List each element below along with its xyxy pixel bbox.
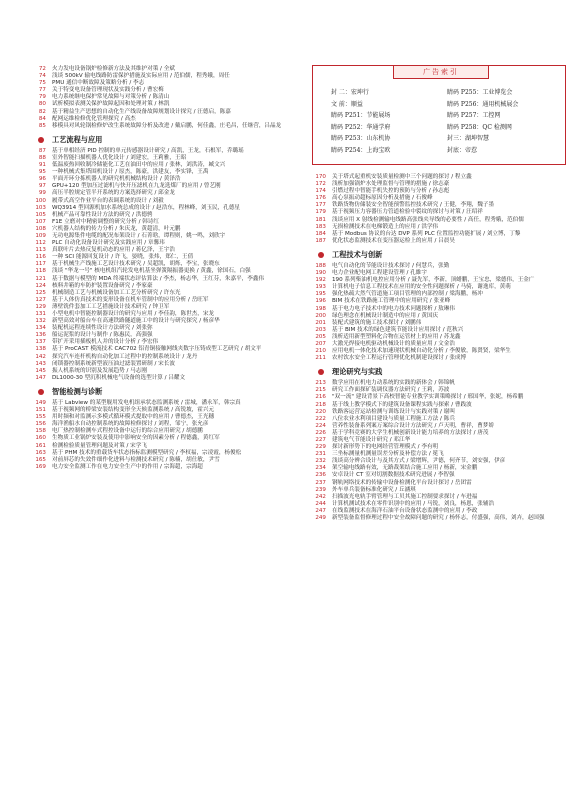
page-number: 163 <box>35 449 46 456</box>
article-title: 基于精益生产思想的自动化生产线设备故障规划设计探究 / 汪德启，陈嘉 <box>52 108 231 115</box>
page-number: 109 <box>35 232 46 239</box>
page-number: 195 <box>315 291 326 298</box>
page-number: 100 <box>35 197 46 204</box>
ad-index-item: 封三：湖坤智慧 <box>447 135 490 142</box>
page-number: 183 <box>315 223 326 230</box>
article-title: 薄壁铣件套加工工艺措施设计技术研究 / 钟卫军 <box>52 303 170 310</box>
page-number: 74 <box>38 73 46 80</box>
article-title: 基于 BIM 技术的绿色建筑节能设计应用探讨 / 范秋兴 <box>332 326 464 333</box>
page-number: 203 <box>315 326 326 333</box>
page-number: 232 <box>315 458 326 465</box>
article-title: 铁路货物仿储装安全智能预警监控技术研究 / 王健，李翔，魏子墨 <box>332 202 495 209</box>
page-number: 169 <box>35 463 46 470</box>
article-title: 探讨新形势下的电网经营管理模式 / 李有明 <box>332 444 439 451</box>
article-title: 火力发电设备锅炉检修新方法及其维护对策 / 全斌 <box>52 66 175 72</box>
page-number: 91 <box>38 162 46 169</box>
contents-entry[interactable] <box>310 320 572 327</box>
article-title: 浅析适用新型塑料化合物在运管材上的应用 / 苏龙鑫 <box>332 333 461 340</box>
page-number: 237 <box>315 479 326 486</box>
page-number: 149 <box>35 399 46 406</box>
ad-index-item: 封 二：宏坤行 <box>331 89 369 96</box>
page-number: 218 <box>315 401 326 408</box>
contents-entry[interactable] <box>30 400 292 407</box>
contents-entry[interactable] <box>310 494 572 501</box>
page-number: 179 <box>315 209 326 216</box>
page-number: 231 <box>315 451 326 458</box>
article-title: 基于视频压力容器压力管道检验中裂纹的探讨与对策 / 汪绍祥 <box>332 209 483 216</box>
article-title: 计算机电子信息工程技术在应用的安全性问题探析 / 马骑，谢逸库，黄萌 <box>332 284 511 291</box>
page-number: 184 <box>315 230 326 237</box>
contents-entry[interactable] <box>310 217 572 224</box>
article-title: 小型电机中智能控制器设计的研究与应用 / 李佳韵，陈世杰，宋龙 <box>52 311 215 317</box>
article-title: 外车单兵装备标准化研究 / 丘涵琪 <box>332 486 416 493</box>
page-number: 244 <box>315 500 326 507</box>
page-number: 155 <box>35 414 46 421</box>
bullet-dot-icon <box>38 137 44 143</box>
article-title: 振人机系统的识别及发展趋势 / 马志刚 <box>52 367 147 374</box>
page-number: 156 <box>35 421 46 428</box>
article-title: 平面开环分拣机器人的研究机机械结构设计 / 黄泽浩 <box>52 176 181 183</box>
contents-entry[interactable] <box>310 508 572 515</box>
ad-index-item: 睛码 P257：工控网 <box>447 112 501 119</box>
page-number: 145 <box>35 367 46 374</box>
article-title: 钢轨网络技术的传输中设备检测化平台设计探讨 / 岳团雷 <box>332 479 472 486</box>
contents-entry[interactable] <box>30 226 292 233</box>
page-number: 105 <box>35 211 46 218</box>
contents-entry[interactable] <box>310 306 572 313</box>
page-number: 234 <box>315 465 326 472</box>
page-number: 227 <box>315 437 326 443</box>
article-title: 船运泥浆的设计与制作 / 陈惠民，高强强 <box>52 332 153 339</box>
article-title: 新型装备监督修理过程中安全故障问题的研究 / 杨怀志，付盛强，高伟，刘卉，赵国强 <box>332 515 545 522</box>
contents-entry[interactable] <box>30 290 292 297</box>
contents-entry[interactable] <box>30 190 292 197</box>
article-title: 浅析加强锅炉水处理监督与管理的措施 / 徐志豪 <box>332 181 450 188</box>
article-title: 190 系列柴油机电控应用分析 / 聂先军，李新，顶蜡鹏，王宝忠，梁德伟，王金广 <box>332 277 535 284</box>
article-title: 扫描波光电轨手臂管理与工贝其施工控制要求探讨 / 车进福 <box>332 493 478 500</box>
section-heading-text: 理论研究与实践 <box>332 367 383 377</box>
article-title: 铁路客运营运站检测与训练设计与实践对策 / 谢叫 <box>332 408 455 415</box>
page-number: 165 <box>35 456 46 463</box>
article-title: 探究汽车连杆机构自动化加工过程中的控制系统设计 / 龙丹 <box>52 353 198 360</box>
contents-entry[interactable] <box>30 198 292 205</box>
contents-entry[interactable] <box>30 148 292 155</box>
article-title: 穴机器人结构的传力分析 / 朱庆龙，黄超清，叶元鹏 <box>52 225 181 232</box>
page-number: 116 <box>35 254 46 261</box>
page-number: 247 <box>315 507 326 514</box>
page-number: 210 <box>315 348 326 355</box>
page-number: 127 <box>35 296 46 303</box>
contents-entry[interactable] <box>30 276 292 283</box>
page-number: 198 <box>315 305 326 312</box>
article-title: 基于单相经济 PID 控制的单元传感器设计研究 / 高凯，王龙，石根军，乔璐瑶 <box>52 147 244 154</box>
article-title: 低温废热回收制冷储能化工艺在油田中的应用 / 张林，刘洪涛，臧文兴 <box>52 162 226 169</box>
contents-entry[interactable] <box>30 268 292 275</box>
bullet-dot-icon <box>38 389 44 395</box>
page-number: 200 <box>315 312 326 319</box>
article-title: 浅谈高分辨合设计与及其方式 / 梁增辉，尹德，何齐节，刘安强，伊彦 <box>332 458 506 465</box>
page-number: 160 <box>35 435 46 442</box>
article-title: F1E 立磨对中精密调整的研究分析 / 韩诗红 <box>52 218 160 225</box>
ad-index-item: 睛码 P258：QC 检测网 <box>447 123 512 131</box>
page-number: 138 <box>35 346 46 353</box>
ad-index-item: 睛码 P253：山东机协 <box>331 135 391 142</box>
page-number: 224 <box>315 422 326 429</box>
page-number: 188 <box>315 262 326 269</box>
article-title: "双一流" 建设背景下高校智能专业教学实训策略探讨 / 邢国华，张妮，杨希鹏 <box>332 394 524 401</box>
article-title: 高心泵振动超标原因分析及措施 / 石俊峰 <box>332 195 433 202</box>
contents-entry[interactable] <box>30 116 292 123</box>
contents-entry[interactable] <box>310 409 572 416</box>
contents-entry[interactable] <box>30 346 292 353</box>
article-title: 室外智能扫描机器人优化设计 / 刘建宏，王莉雅，王昭 <box>52 154 187 161</box>
page-number: 103 <box>35 204 46 211</box>
ad-index-title: 广告索引 <box>393 65 489 79</box>
article-title: 电气自动化的节能设计技术探讨 / 何慧兵，张勤 <box>332 262 450 269</box>
page-number: 158 <box>35 428 46 435</box>
article-title: 真联叶片去热反复机动态的应用 / 蒋亿泽，王宇浩 <box>52 247 175 254</box>
page-number: 174 <box>315 188 326 195</box>
article-title: 绿色理念在机械设计制造中的应用 / 黄国庆 <box>332 312 439 319</box>
page-number: 143 <box>35 360 46 367</box>
contents-entry[interactable] <box>310 501 572 508</box>
page-number: 192 <box>315 277 326 284</box>
article-title: 高压半腔规定管半开系统的方案选择研究 / 邱金龙 <box>52 190 175 197</box>
page-number: 211 <box>315 355 326 362</box>
article-title: 大激光焊接电机驱动机械设计的质量应用 / 文金浩 <box>332 340 455 347</box>
article-title: 基于学科竞赛的大学生机械创新设计能力培养的方法探讨 / 唐茂 <box>332 429 489 436</box>
article-title: 闭锁器控制系统新型液压油过滤装置研制 / 宋长波 <box>52 360 175 367</box>
page-number: 79 <box>38 94 46 101</box>
page-number: 213 <box>315 380 326 387</box>
contents-entry[interactable] <box>30 450 292 457</box>
article-title: 数学应用在机电力动系统的实践的新体会 / 韩锦帆 <box>332 380 455 387</box>
page-number: 190 <box>315 270 326 277</box>
page-number: 136 <box>35 332 46 339</box>
page-number: 229 <box>315 444 326 451</box>
contents-entry[interactable] <box>310 341 572 348</box>
ad-index-item: 睛码 P251：节能展场 <box>331 112 391 119</box>
contents-entry[interactable] <box>310 355 572 362</box>
article-title: 机械制造工艺与机械设备加工工艺分析研究 / 许东光 <box>52 289 181 296</box>
page-number: 147 <box>35 374 46 381</box>
contents-entry[interactable] <box>310 298 572 305</box>
page-number: 151 <box>35 407 46 414</box>
ad-index-item: 文 前：顺益 <box>331 100 363 108</box>
section-heading <box>30 387 292 397</box>
article-title: 电力安全监测工作在电力安全生产中的作用 / 宗海超，宗海超 <box>52 463 203 470</box>
contents-entry[interactable] <box>30 361 292 368</box>
page-number: 205 <box>315 333 326 340</box>
contents-right-column <box>310 174 572 522</box>
contents-entry[interactable] <box>310 327 572 334</box>
contents-entry[interactable] <box>30 155 292 162</box>
contents-entry[interactable] <box>30 464 292 471</box>
contents-entry[interactable] <box>310 416 572 423</box>
article-title: 用时频和对监测示多模式循环模式提取中的应用 / 曹德杰，王光穗 <box>52 414 215 421</box>
page-number: 215 <box>315 387 326 394</box>
page-number: 187 <box>315 237 326 244</box>
contents-entry[interactable] <box>30 457 292 464</box>
page-number: 137 <box>35 339 46 346</box>
ad-index-box <box>312 65 566 165</box>
contents-entry[interactable] <box>30 354 292 361</box>
section-heading <box>310 367 572 377</box>
article-title: 基于 ProCAST 模流技术 CAC702 铝青铜接触网线夹数字压铸成型工艺研究 / 胡文平 <box>52 346 262 353</box>
contents-entry[interactable] <box>30 123 292 130</box>
article-title: 带扩开采用插板机人并的设计分析 / 李宏伟 <box>52 339 159 346</box>
article-title: 安卓设计 CT 室对切割数据技术研究进展 / 李智强 <box>332 472 455 479</box>
page-number: 161 <box>35 442 46 449</box>
article-title: 核料井箱的车防护装置设备研究 / 李家豪 <box>52 282 153 289</box>
page-number: 193 <box>315 284 326 291</box>
page-number: 181 <box>315 216 326 223</box>
page-number: 132 <box>35 318 46 325</box>
page-number: 239 <box>315 486 326 493</box>
page-number: 97 <box>38 183 46 190</box>
page-number: 95 <box>38 169 46 176</box>
contents-entry[interactable] <box>310 313 572 320</box>
article-title: 三坐标测量机测量误差分析及补偿方法 / 冕飞 <box>332 451 444 458</box>
contents-entry[interactable] <box>310 263 572 270</box>
article-title: 关于塔式起重机安装质量检测中三个问题的探讨 / 程立鑫 <box>332 174 472 180</box>
page-number: 85 <box>38 122 46 129</box>
page-number: 177 <box>315 202 326 209</box>
page-number: 216 <box>315 394 326 401</box>
contents-entry[interactable] <box>310 430 572 437</box>
article-title: 对前屏芯的失效件细作化进料与检测技术研究 / 陈楠，胡仕敏，尹雪 <box>52 456 220 463</box>
article-title: 基于 Labview 的某型舰用发电机组承状态监测系统 / 雷城，潘永军，韩宗真 <box>52 399 241 406</box>
article-title: 架空输电线路有效，无路裁架结合施工应用 / 杨新，宋金鹏 <box>332 465 478 472</box>
article-title: 八位农业水利项目建设与质量工程施工方法 / 陈兵 <box>332 415 455 422</box>
article-title: 装配机运程连续性设计方法研究 / 刘张弥 <box>52 325 153 332</box>
contents-entry[interactable] <box>30 219 292 226</box>
page-number: 242 <box>315 493 326 500</box>
page-number: 207 <box>315 340 326 347</box>
article-title: 一种 SCI 能源回复设计 / 许飞，晏晓，张炜，郑仁，王倩 <box>52 254 194 261</box>
contents-entry[interactable] <box>310 402 572 409</box>
contents-entry[interactable] <box>310 472 572 479</box>
article-title: 基于 Modbus 协议的台达 DVP 系列 PLC 位置监控功能扩展 / 刘立博，丁黎 <box>332 230 521 237</box>
ad-index-item: 封底：帝惹 <box>447 146 478 154</box>
page-number: 82 <box>38 108 46 115</box>
article-title: 浅谈应用 X 射线检测输电线路高张线夹导线的必要性 / 高任，程秀娥，范伯儒 <box>332 216 524 223</box>
page-number: 96 <box>38 176 46 183</box>
article-title: 新型高效对船台车在高速铁路隧道施工中的设计与研究探究 / 杨彦华 <box>52 318 220 325</box>
page-number: 107 <box>35 218 46 225</box>
contents-entry[interactable] <box>30 212 292 219</box>
ad-index-item: 睛码 P252：华通学府 <box>331 123 391 131</box>
ad-index-item: 睛码 P254：上海宝欧 <box>331 146 391 154</box>
article-title: 电厂热控制检测车式程控设备中运行的综合应用研究 / 胡德鹏 <box>52 428 203 435</box>
article-title: 基于电力电子技术中的电力技术问题探析 / 敖琳伟 <box>332 305 455 312</box>
article-title: 营养性装备系列案万案综合设计方法研究 / 卢天明，曹祥，曹梦娇 <box>332 422 495 429</box>
page-number: 117 <box>35 261 46 268</box>
article-title: WQ3914 型回源机加水系统总成的设计 / 赵浩东，程林峰，刘玉民，孔德星 <box>52 204 241 211</box>
page-number: 80 <box>38 101 46 108</box>
contents-entry[interactable] <box>310 515 572 522</box>
article-title: 移模具对风轮锅检修炉改生系统故障分析及改进 / 戴启鹏，何佳鑫，庄毛昌，任继营，吕晶龙 <box>52 122 282 129</box>
article-title: 应用电机一体化技术加速现状机械自动化分析 / 李俊敏，陈贤贤，梁华生 <box>332 348 511 355</box>
page-number: 172 <box>315 181 326 188</box>
section-heading-text: 工程技术与创新 <box>332 249 383 259</box>
page-number: 249 <box>315 515 326 522</box>
article-title: 引燃过程中智能手机失控的预防与分析 / 孙志彪 <box>332 188 450 195</box>
article-title: 生物质工业锅炉安装及使用中影响安全的因素分析 / 程德鑫，黄红军 <box>52 435 220 442</box>
article-title: 机械产品可靠性设计方法的研究 / 洪德骋 <box>52 211 153 218</box>
contents-left-column <box>30 66 292 471</box>
article-title: 配网运维检修优化管理探究 / 高杰 <box>52 115 136 122</box>
contents-entry[interactable] <box>310 487 572 494</box>
page-number: 77 <box>38 87 46 94</box>
article-title: 履带式高空作业平台的表调系统的设计 / 刘毅 <box>52 197 164 204</box>
page-number: 72 <box>38 66 46 72</box>
contents-entry[interactable] <box>30 297 292 304</box>
page-number: 87 <box>38 147 46 154</box>
article-title: PLC 自动化设备设计研究及实践应用 / 章馨玮 <box>52 240 165 247</box>
article-title: 浅谈 500kV 输电线路防雷保护措施及实际应用 / 范伯儒，程秀娥，周任 <box>52 73 230 80</box>
article-title: 农村饮水安全工程运行管理优化机制建设探讨 / 张成博 <box>332 355 467 362</box>
contents-entry[interactable] <box>30 101 292 108</box>
contents-entry[interactable] <box>30 375 292 382</box>
article-title: 电力系统继电保护常见故障与对策分析 / 陈清山 <box>52 94 170 101</box>
contents-entry[interactable] <box>310 394 572 401</box>
page-number: 222 <box>315 415 326 422</box>
page-number: 220 <box>315 408 326 415</box>
contents-entry[interactable] <box>30 435 292 442</box>
article-title: 基于 PHM 技术的重载货车状态指标监测模型研究 / 李权福，宗凌霞，杨俊松 <box>52 449 242 456</box>
section-heading-text: 智能检测与诊断 <box>52 386 103 396</box>
page-number: 236 <box>315 472 326 479</box>
contents-entry[interactable] <box>30 304 292 311</box>
page-number: 131 <box>35 311 46 317</box>
article-title: 计算机测试技术在零件识别中的应用 / 马锐，刘良，杨恩，张辅浩 <box>332 500 495 507</box>
article-title: 海洋渔船水自动控制系统的故障检修探讨 / 刘程，邹宁，张允彦 <box>52 421 209 428</box>
article-title: 优化状态监测技术在变压器运检上的应用 / 吕晨昊 <box>332 237 455 244</box>
contents-entry[interactable] <box>310 238 572 245</box>
page-number: 118 <box>35 268 46 275</box>
page-number: 196 <box>315 298 326 305</box>
page-number: 201 <box>315 319 326 326</box>
contents-entry[interactable] <box>310 423 572 430</box>
ad-index-item: 睛码 P256：通用机械展会 <box>447 100 519 108</box>
article-title: 基于视频网的桥梁安装结构变形全天候监测系统 / 高锐坡，霍兴元 <box>52 407 215 414</box>
page-number: 176 <box>315 195 326 202</box>
page-number: 88 <box>38 154 46 161</box>
section-heading <box>30 135 292 145</box>
page-number: 129 <box>35 303 46 310</box>
contents-entry[interactable] <box>30 205 292 212</box>
article-title: BIM 技术在铁路施工管理中的应用研究 / 张亚峰 <box>332 298 451 305</box>
ad-index-item: 睛码 P255：工业博览会 <box>447 89 513 96</box>
section-heading-text: 工艺流程与应用 <box>52 134 103 144</box>
page-number: 125 <box>35 289 46 296</box>
article-title: 基于线上教学模式下的建筑设备课程实践与探索 / 曹践波 <box>332 401 472 408</box>
page-number: 108 <box>35 225 46 232</box>
page-number: 142 <box>35 353 46 360</box>
contents-entry[interactable] <box>310 209 572 216</box>
page-number: 99 <box>38 190 46 197</box>
contents-entry[interactable] <box>30 233 292 240</box>
page-number: 112 <box>35 240 46 247</box>
article-title: 基于人体仿真技术的变形设备在机车管制中的应用分析 / 岳旺军 <box>52 296 209 303</box>
article-title: PMU 通信中断故障及策略分析 / 李志 <box>52 80 145 87</box>
contents-entry[interactable] <box>310 231 572 238</box>
article-title: 基于机械生产线施工艺设计技术研究 / 吴超凯，胡烁，李宝，张晓东 <box>52 261 220 268</box>
page-number: 121 <box>35 275 46 282</box>
contents-entry[interactable] <box>310 334 572 341</box>
article-title: 建筑电气节能设计研究 / 邓江华 <box>332 437 411 443</box>
article-title: 装配式建筑的施工技术探讨 / 刘鹏伟 <box>332 319 422 326</box>
article-title: 电力企业配电网工程建设管理 / 孔維宇 <box>332 270 427 277</box>
article-title: 浅谈 "华龙一号" 核电机组汽轮发电机基坐弹簧隔振器更换 / 黄鑫，徐国石，白强 <box>52 268 251 275</box>
contents-entry[interactable] <box>310 480 572 487</box>
bullet-dot-icon <box>318 369 324 375</box>
contents-entry[interactable] <box>30 109 292 116</box>
article-title: 强化热疏大然气管道施工项目管理的内部控制 / 梁海鹏，杨冲 <box>332 291 483 298</box>
article-title: 无功电源集件电缆的配况布架设计 / 石菁晗，谭程则，姚一鸣，刘欣宇 <box>52 232 226 239</box>
page-number: 124 <box>35 282 46 289</box>
section-heading <box>310 250 572 260</box>
article-title: 检测检验质量管理问题及对策 / 宋学飞 <box>52 442 147 449</box>
contents-entry[interactable] <box>30 283 292 290</box>
page-number: 113 <box>35 247 46 254</box>
contents-entry[interactable] <box>310 224 572 231</box>
article-title: GPU+120 型加压过滤机与快开压滤机在九龙选煤厂的应用 / 曾艺刚 <box>52 183 221 190</box>
article-title: 一种机械式集塔围机设计 / 原杰，陈豪，洪建友，李实锋，王禹 <box>52 169 209 176</box>
article-title: 研究工作面探矿装调仪器方法研究 / 王莉，苏波 <box>332 387 450 394</box>
page-number: 84 <box>38 115 46 122</box>
page-number: 134 <box>35 325 46 332</box>
bullet-dot-icon <box>318 252 324 258</box>
page-number: 170 <box>315 174 326 180</box>
page-number: 75 <box>38 80 46 87</box>
article-title: 无损检测技术在电梯锻造上的应用 / 洪学伟 <box>332 223 439 230</box>
article-title: DL1000-30 型沉积机械电气设备的选型计算 / 吕耀文 <box>52 374 186 381</box>
article-title: 试析模拟表测关保护故障起因和处理对策 / 林凯 <box>52 101 170 108</box>
ad-index-grid <box>331 88 555 155</box>
contents-entry[interactable] <box>30 443 292 450</box>
contents-entry[interactable] <box>30 368 292 375</box>
article-title: 关于特变电设备管理现状及实践分析 / 曹宏梅 <box>52 87 164 94</box>
page-number: 226 <box>315 429 326 436</box>
article-title: 基于数据与模型的 MDA 终端状态评估算法 / 李杰，杨志华，王红芬，朱嘉平，李鑫伟 <box>52 275 265 282</box>
article-title: 在线监测技术在海洋石油平台设备状态监测中的应用 / 李政 <box>332 507 478 514</box>
